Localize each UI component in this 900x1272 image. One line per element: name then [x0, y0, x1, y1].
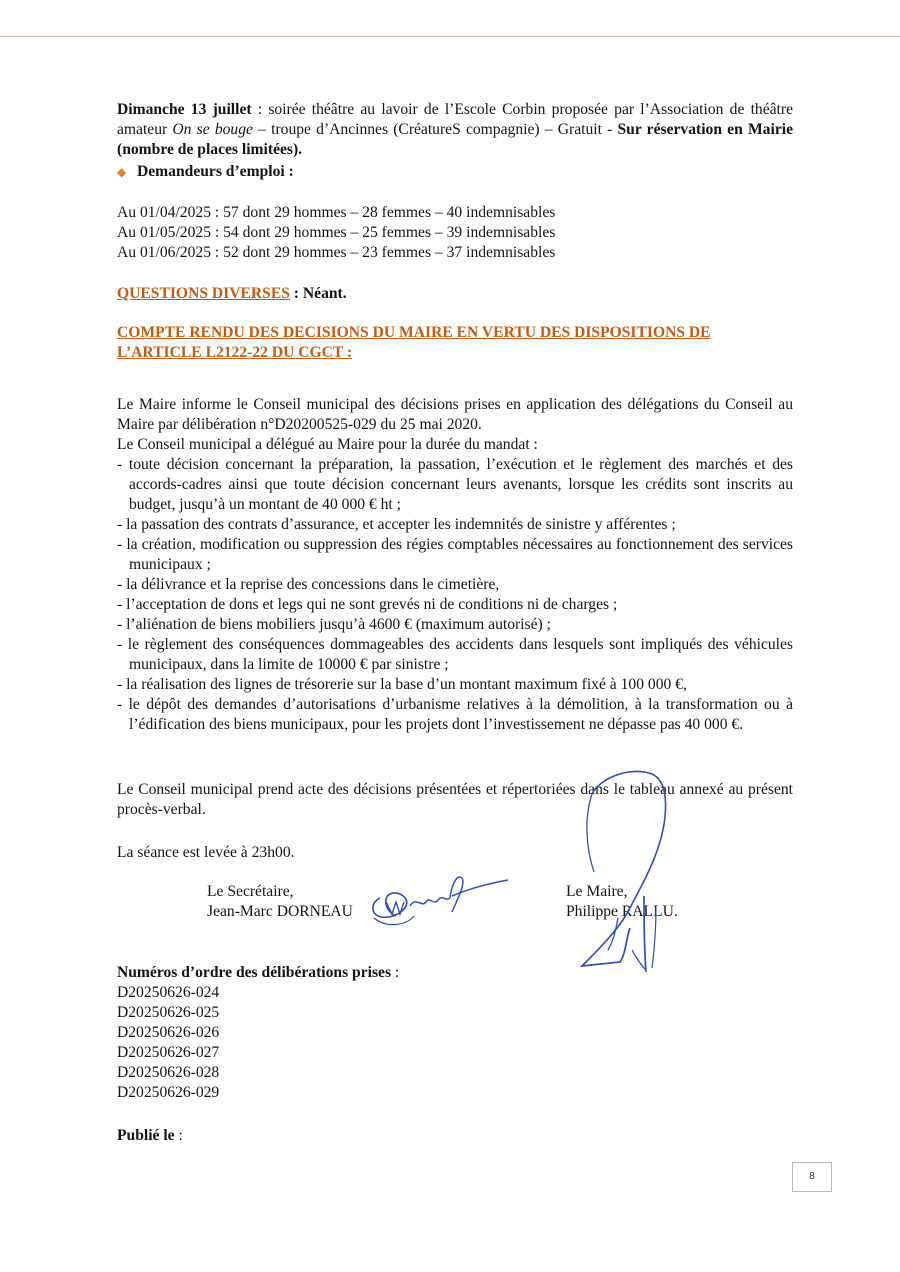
delegation-item: - le dépôt des demandes d’autorisations d’urbanisme relatives à la démolition, à la transformation ou à l’édification des biens municipaux, pour les projets dont l’investissement ne dépasse pas 40 000 €. — [117, 696, 793, 733]
compte-rendu-heading — [117, 323, 793, 363]
delegation-item: - l’aliénation de biens mobiliers jusqu’à 4600 € (maximum autorisé) ; — [117, 616, 551, 633]
questions-value: : Néant. — [289, 285, 347, 302]
deliberations-colon: : — [391, 964, 400, 981]
mayor-name: Philippe RALLU. — [566, 903, 678, 920]
publie-line — [117, 1126, 793, 1146]
publie-label: Publié le — [117, 1127, 175, 1144]
secretary-title: Le Secrétaire, — [207, 883, 294, 900]
mayor-signature — [560, 768, 680, 978]
page-number: 8 — [792, 1162, 832, 1192]
event-troupe: On se bouge — [172, 121, 253, 138]
deliberation-number: D20250626-028 — [117, 1064, 220, 1081]
deliberation-number: D20250626-024 — [117, 984, 220, 1001]
jobseekers-line: Au 01/05/2025 : 54 dont 29 hommes – 25 femmes – 39 indemnisables — [117, 224, 556, 241]
jobseekers-list — [117, 203, 793, 263]
event-reservation: Sur réservation en Mairie (nombre de places limitées). — [117, 121, 793, 158]
top-rule — [0, 36, 900, 37]
deliberation-number: D20250626-027 — [117, 1044, 220, 1061]
delegation-item: - toute décision concernant la préparation, la passation, l’exécution et le règlement des marchés et des accords-cadres ainsi que toute décision concernant leurs avenants, lorsque les crédits sont inscrits au budget, jusqu’à un montant de 40 000 € ht ; — [117, 456, 793, 513]
compte-rendu-heading-line2: L’ARTICLE L2122-22 DU CGCT : — [117, 344, 353, 361]
compte-rendu-heading-line1: COMPTE RENDU DES DECISIONS DU MAIRE EN VERTU DES DISPOSITIONS DE — [117, 324, 711, 341]
questions-heading: QUESTIONS DIVERSES — [117, 285, 290, 302]
delegation-item: - le règlement des conséquences dommageables des accidents dans lesquels sont impliqués des véhicules municipaux, dans la limite de 10000 € par sinistre ; — [117, 636, 793, 673]
deliberations-block — [117, 963, 793, 1103]
event-text-b: – troupe d’Ancinnes (CréatureS compagnie) – Gratuit - — [252, 121, 618, 138]
questions-diverses — [117, 284, 793, 304]
event-date: Dimanche 13 juillet — [117, 101, 252, 118]
compte-rendu-delegated: Le Conseil municipal a délégué au Maire pour la durée du mandat : — [117, 436, 538, 453]
jobseekers-heading — [117, 162, 793, 182]
jobseekers-line: Au 01/04/2025 : 57 dont 29 hommes – 28 femmes – 40 indemnisables — [117, 204, 556, 221]
delegation-item: - l’acceptation de dons et legs qui ne sont grevés ni de conditions ni de charges ; — [117, 596, 618, 613]
event-text-a: : soirée théâtre au lavoir de l’Escole Corbin proposée par l’Association de théâtre amateur — [117, 101, 793, 138]
secretary-signature — [366, 872, 516, 934]
deliberations-heading: Numéros d’ordre des délibérations prises — [117, 964, 392, 981]
mayor-title: Le Maire, — [566, 883, 628, 900]
compte-rendu-body — [117, 395, 793, 735]
deliberation-number: D20250626-025 — [117, 1004, 220, 1021]
secretary-name: Jean-Marc DORNEAU — [207, 903, 353, 920]
delegation-item: - la passation des contrats d’assurance, et accepter les indemnités de sinistre y afférentes ; — [117, 516, 676, 533]
jobseekers-title: Demandeurs d’emploi : — [137, 163, 294, 180]
acte-paragraph: Le Conseil municipal prend acte des décisions présentées et répertoriées dans le tableau annexé au présent procès-verbal. — [117, 781, 793, 818]
deliberation-number: D20250626-029 — [117, 1084, 220, 1101]
seance-line: La séance est levée à 23h00. — [117, 844, 295, 861]
compte-rendu-intro: Le Maire informe le Conseil municipal des décisions prises en application des délégations du Conseil au Maire par délibération n°D20200525-029 du 25 mai 2020. — [117, 396, 793, 433]
publie-colon: : — [174, 1127, 183, 1144]
event-paragraph — [117, 100, 793, 160]
delegation-item: - la réalisation des lignes de trésorerie sur la base d’un montant maximum fixé à 100 000 €, — [117, 676, 687, 693]
delegation-item: - la création, modification ou suppression des régies comptables nécessaires au fonctionnement des services municipaux ; — [117, 536, 793, 573]
delegation-item: - la délivrance et la reprise des concessions dans le cimetière, — [117, 576, 500, 593]
deliberation-number: D20250626-026 — [117, 1024, 220, 1041]
diamond-bullet-icon: ◆ — [117, 165, 127, 179]
jobseekers-line: Au 01/06/2025 : 52 dont 29 hommes – 23 femmes – 37 indemnisables — [117, 244, 556, 261]
